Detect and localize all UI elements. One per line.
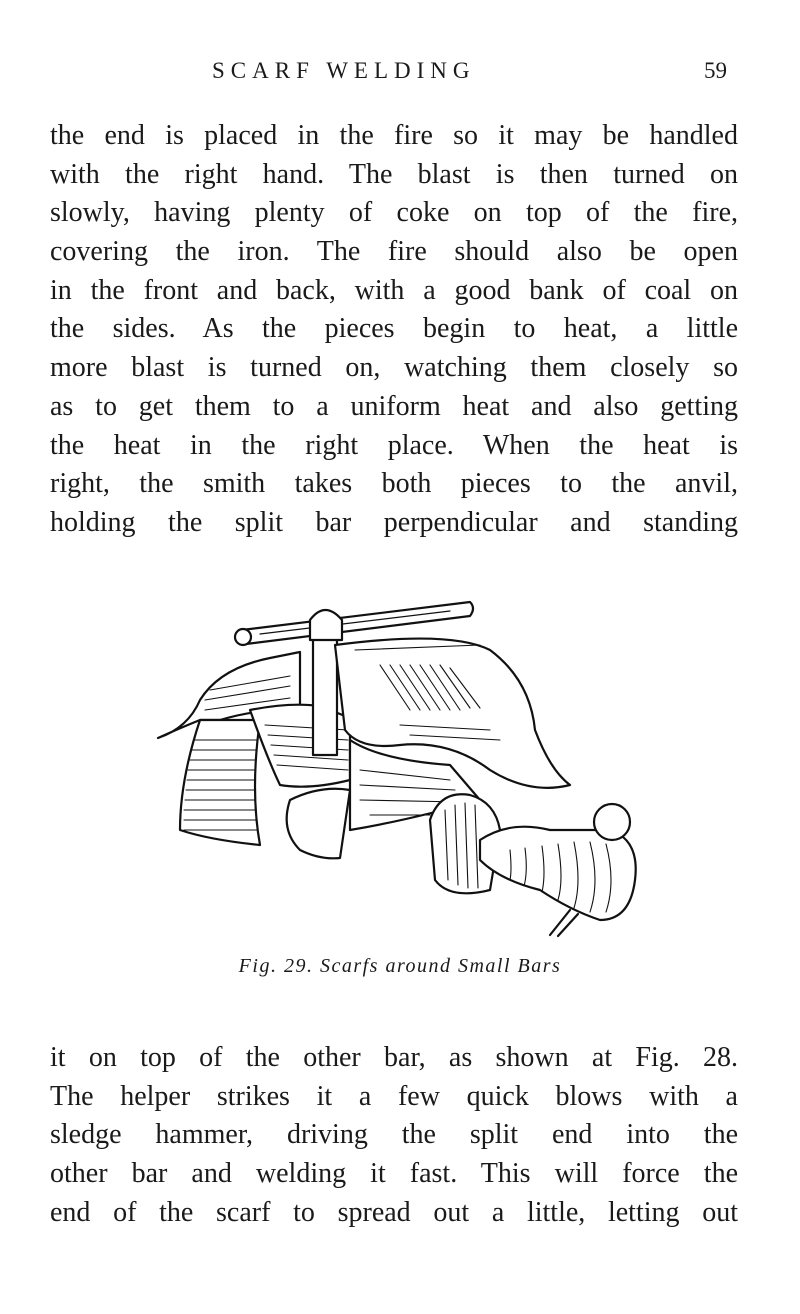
page-number: 59	[704, 58, 727, 83]
text-line: covering the iron. The fire should also be open	[50, 236, 738, 268]
text-line: the heat in the right place. When the heat is	[50, 429, 738, 461]
paragraph-bottom	[50, 1039, 738, 1232]
text-line: right, the smith takes both pieces to the anvil,	[50, 468, 738, 500]
text-line: the end is placed in the fire so it may be handled	[50, 120, 738, 151]
text-line: holding the split bar perpendicular and standing	[50, 506, 738, 538]
text-line: the sides. As the pieces begin to heat, a little	[50, 313, 738, 345]
paragraph-top	[50, 117, 738, 543]
text-line: with the right hand. The blast is then turned on	[50, 158, 738, 190]
figure-caption: Fig. 29. Scarfs around Small Bars	[238, 955, 562, 977]
text-line: it on top of the other bar, as shown at Fig. 28.	[50, 1042, 738, 1073]
text-line: end of the scarf to spread out a little, letting out	[50, 1196, 738, 1228]
text-line: as to get them to a uniform heat and also getting	[50, 390, 738, 422]
text-line: in the front and back, with a good bank of coal on	[50, 274, 738, 306]
vertical-split-bar	[313, 630, 337, 755]
text-line: slowly, having plenty of coke on top of the fire,	[50, 197, 738, 229]
text-line: The helper strikes it a few quick blows with a	[50, 1080, 738, 1112]
horizontal-bar	[239, 602, 473, 644]
text-line: sledge hammer, driving the split end into the	[50, 1119, 738, 1151]
running-header	[0, 58, 800, 92]
text-line: more blast is turned on, watching them closely so	[50, 352, 738, 384]
text-line: other bar and welding it fast. This will force the	[50, 1158, 738, 1190]
anvil-scarf-illustration	[150, 590, 650, 940]
running-title: SCARF WELDING	[212, 58, 476, 83]
